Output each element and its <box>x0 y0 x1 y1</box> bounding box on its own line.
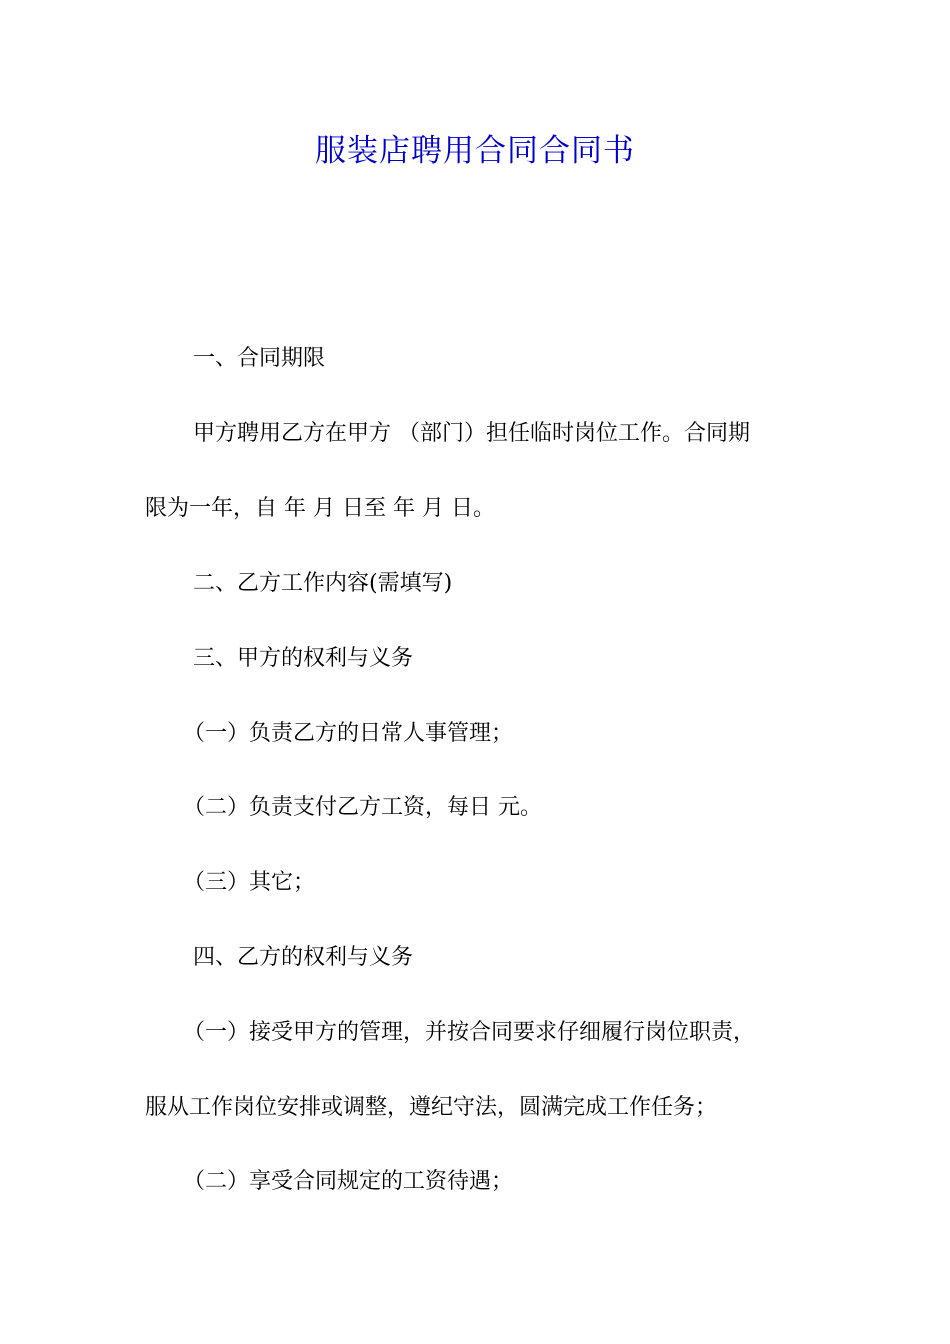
section-heading-work-content: 二、乙方工作内容(需填写) <box>193 571 453 596</box>
list-item-party-a-2: （二）负责支付乙方工资，每日 元。 <box>183 795 542 820</box>
section-heading-party-a-duties: 三、甲方的权利与义务 <box>193 646 414 671</box>
list-item-party-a-1: （一）负责乙方的日常人事管理； <box>183 721 514 746</box>
list-item-party-b-1-line-2: 服从工作岗位安排或调整，遵纪守法，圆满完成工作任务； <box>145 1095 718 1120</box>
list-item-party-b-1-line-1: （一）接受甲方的管理，并按合同要求仔细履行岗位职责， <box>183 1020 756 1045</box>
list-item-party-a-3: （三）其它； <box>183 870 316 895</box>
paragraph-contract-term-line-2: 限为一年，自 年 月 日至 年 月 日。 <box>145 496 495 521</box>
paragraph-contract-term-line-1: 甲方聘用乙方在甲方 （部门）担任临时岗位工作。合同期 <box>193 421 750 446</box>
section-heading-party-b-duties: 四、乙方的权利与义务 <box>193 945 414 970</box>
list-item-party-b-2: （二）享受合同规定的工资待遇； <box>183 1169 514 1194</box>
section-heading-contract-term: 一、合同期限 <box>193 346 326 371</box>
document-title: 服装店聘用合同合同书 <box>315 133 635 169</box>
